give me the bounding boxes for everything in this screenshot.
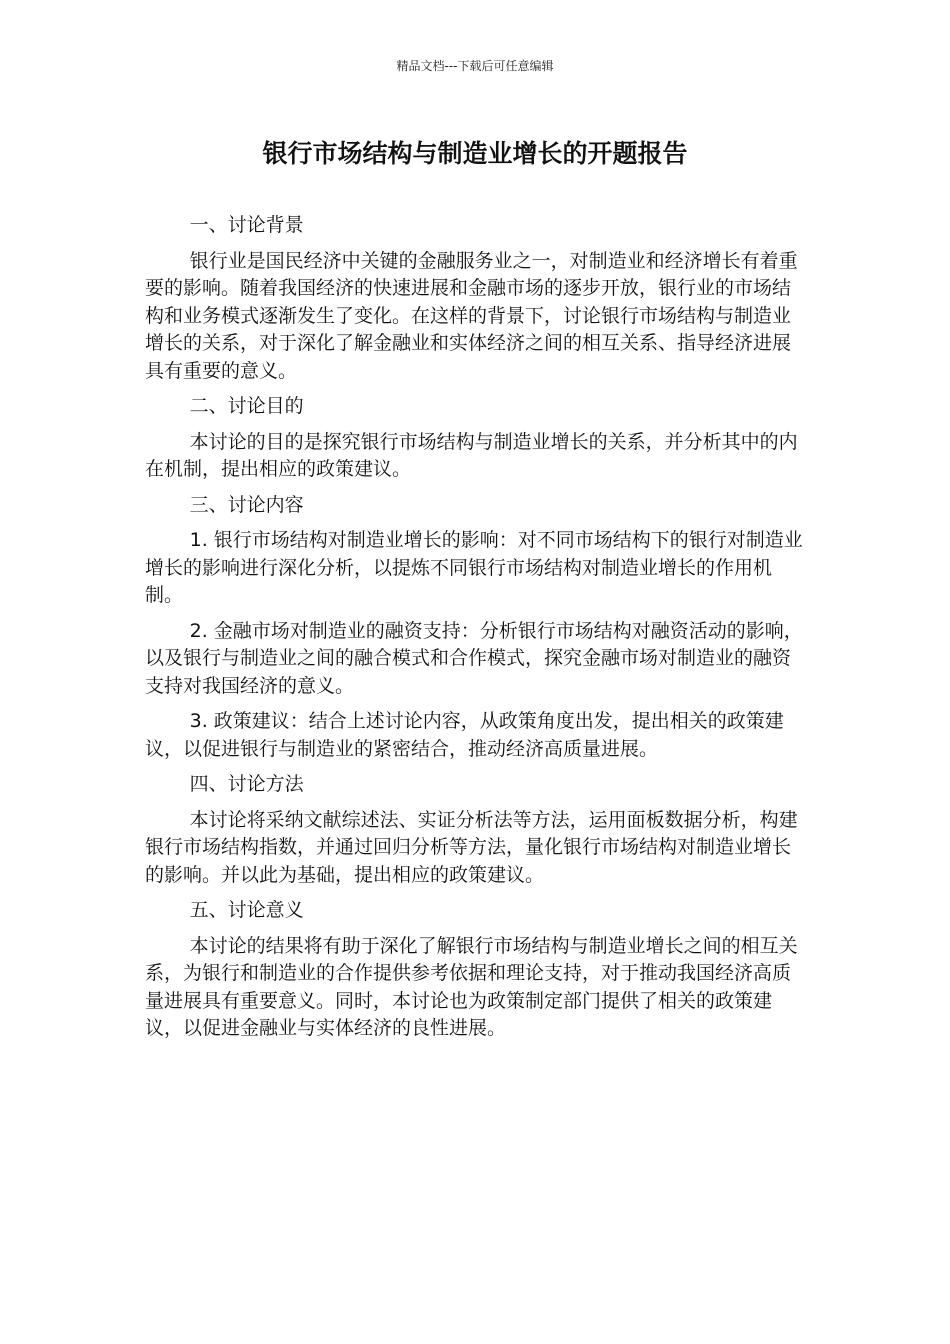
section-paragraph-method: 本讨论将采纳文献综述法、实证分析法等方法，运用面板数据分析，构建银行市场结构指数，并通过回归分析等方法，量化银行市场结构对制造业增长的影响。并以此为基础，提出相应的政策建议。 <box>145 808 798 886</box>
section-paragraph-significance: 本讨论的结果将有助于深化了解银行市场结构与制造业增长之间的相互关系，为银行和制造业的合作提供参考依据和理论支持，对于推动我国经济高质量进展具有重要意义。同时，本讨论也为政策制定部门提供了相关的政策建议，以促进金融业与实体经济的良性进展。 <box>145 934 798 1039</box>
section-heading-content: 三、讨论内容 <box>189 493 304 516</box>
content-item-2: 2. 金融市场对制造业的融资支持：分析银行市场结构对融资活动的影响，以及银行与制造业之间的融合模式和合作模式，探究金融市场对制造业的融资支持对我国经济的意义。 <box>145 619 803 697</box>
content-item-1: 1. 银行市场结构对制造业增长的影响：对不同市场结构下的银行对制造业增长的影响进行深化分析，以提炼不同银行市场结构对制造业增长的作用机制。 <box>145 529 803 606</box>
document-title: 银行市场结构与制造业增长的开题报告 <box>262 139 688 168</box>
section-heading-background: 一、讨论背景 <box>189 214 304 236</box>
section-heading-purpose: 二、讨论目的 <box>189 395 304 417</box>
section-paragraph-purpose: 本讨论的目的是探究银行市场结构与制造业增长的关系，并分析其中的内在机制，提出相应的政策建议。 <box>145 430 798 480</box>
document-body <box>145 212 805 1051</box>
page-header-note: 精品文档---下载后可任意编辑 <box>396 59 554 73</box>
section-heading-significance: 五、讨论意义 <box>189 899 304 921</box>
section-paragraph-background: 银行业是国民经济中关键的金融服务业之一，对制造业和经济增长有着重要的影响。随着我国经济的快速进展和金融市场的逐步开放，银行业的市场结构和业务模式逐渐发生了变化。在这样的背景下，讨论银行市场结构与制造业增长的关系，对于深化了解金融业和实体经济之间的相互关系、指导经济进展具有重要的意义。 <box>145 249 798 382</box>
section-heading-method: 四、讨论方法 <box>189 773 304 795</box>
content-item-3: 3. 政策建议：结合上述讨论内容，从政策角度出发，提出相关的政策建议，以促进银行与制造业的紧密结合，推动经济高质量进展。 <box>145 710 784 760</box>
